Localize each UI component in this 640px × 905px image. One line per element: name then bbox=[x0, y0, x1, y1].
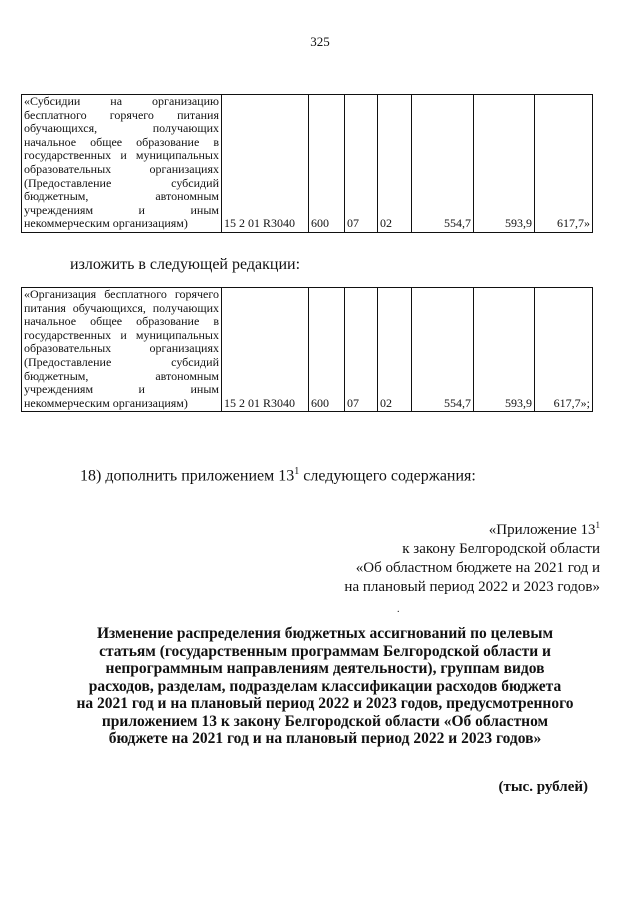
heading-line: на 2021 год и на плановый период 2022 и 2023 годов, предусмотренного bbox=[76, 695, 574, 712]
table-cell-2022: 593,9 bbox=[474, 95, 535, 233]
appendix-line: на плановый период 2022 и 2023 годов» bbox=[344, 579, 600, 595]
amendment-item-text: 18) дополнить приложением 13 bbox=[80, 467, 295, 485]
table-cell-2021: 554,7 bbox=[412, 95, 474, 233]
appendix-line: к закону Белгородской области bbox=[402, 541, 600, 557]
amendment-item-text-end: следующего содержания: bbox=[299, 467, 476, 485]
appendix-line bbox=[300, 516, 600, 540]
table-cell-2022: 593,9 bbox=[474, 288, 535, 412]
table-cell-vr: 600 bbox=[309, 288, 345, 412]
table-cell-rz: 07 bbox=[345, 95, 378, 233]
table-cell-pr: 02 bbox=[378, 95, 412, 233]
heading-line: бюджете на 2021 год и на плановый период 2022 и 2023 годов» bbox=[108, 730, 542, 747]
budget-table-old bbox=[21, 94, 593, 233]
table-cell-name: «Организация бесплатного горячего питания обучающихся, получающих начальное общее образование в государственных и муниципальных образовательных организациях (Предоставление субсидий бюджетным, автономным учреждениям и иным некоммерческим организациям) bbox=[22, 288, 222, 412]
page-number: 325 bbox=[310, 34, 330, 49]
table-cell-code: 15 2 01 R3040 bbox=[222, 288, 309, 412]
amendment-item-sup: 1 bbox=[294, 466, 300, 477]
budget-table-new bbox=[21, 287, 593, 412]
table-cell-code: 15 2 01 R3040 bbox=[222, 95, 309, 233]
heading-line: расходов, разделам, подразделам классификации расходов бюджета bbox=[88, 677, 562, 695]
table-cell-pr: 02 bbox=[378, 288, 412, 412]
appendix-sup: 1 bbox=[595, 520, 600, 530]
heading-line: приложением 13 к закону Белгородской области «Об областном bbox=[101, 712, 549, 730]
heading-line: статьям (государственным программам Белгородской области и bbox=[99, 642, 551, 660]
appendix-line: «Об областном бюджете на 2021 год и bbox=[355, 560, 600, 576]
section-heading bbox=[55, 625, 595, 748]
table-cell-name: «Субсидии на организацию бесплатного горячего питания обучающихся, получающих начальное общее образование в государственных и муниципальных образовательных организациях (Предоставление субсидий бюджетным, автономным учреждениям и иным некоммерческим организациям) bbox=[22, 95, 222, 233]
heading-line: непрограммным направлениям деятельности), группам видов bbox=[105, 660, 545, 677]
appendix-header bbox=[300, 516, 600, 597]
table-cell-rz: 07 bbox=[345, 288, 378, 412]
table-row bbox=[22, 288, 593, 412]
instruction-text: изложить в следующей редакции: bbox=[70, 256, 301, 273]
table-cell-2023: 617,7»; bbox=[535, 288, 593, 412]
heading-line: Изменение распределения бюджетных ассигнований по целевым bbox=[96, 625, 554, 642]
table-cell-vr: 600 bbox=[309, 95, 345, 233]
table-cell-2021: 554,7 bbox=[412, 288, 474, 412]
table-cell-2023: 617,7» bbox=[535, 95, 593, 233]
stray-dot: . bbox=[397, 604, 400, 615]
appendix-title: «Приложение 13 bbox=[488, 522, 596, 538]
amendment-item bbox=[80, 466, 476, 485]
units-label: (тыс. рублей) bbox=[498, 779, 588, 795]
table-row bbox=[22, 95, 593, 233]
